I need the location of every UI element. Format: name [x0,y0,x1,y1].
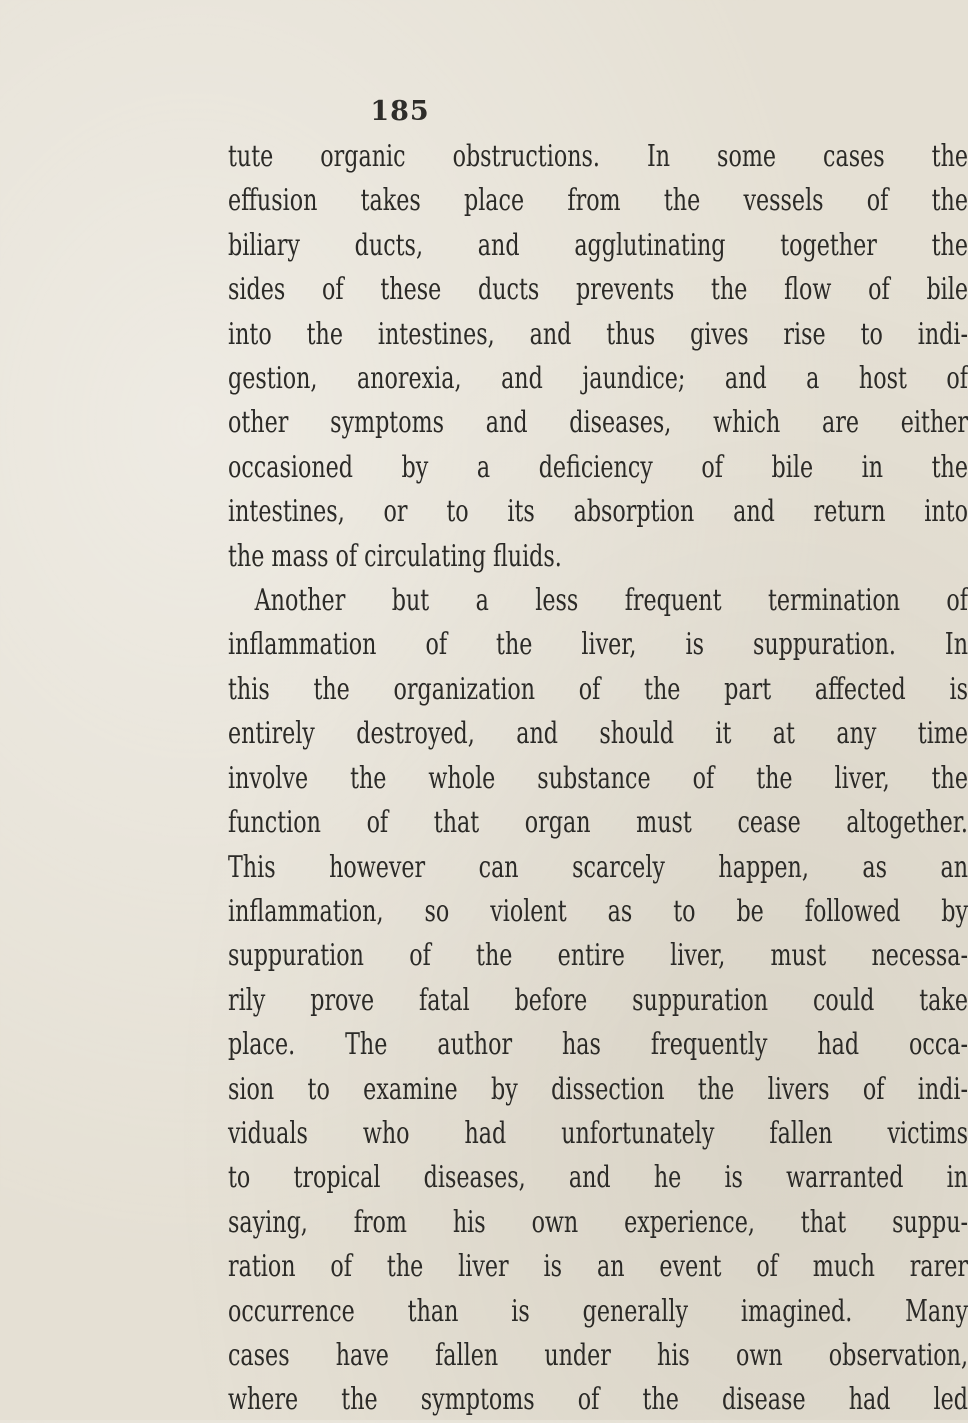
text-line: This however can scarcely happen, as an [228,849,968,885]
text-line: inflammation of the liver, is suppuration. In [228,627,968,663]
text-line: rily prove fatal before suppuration could take [228,982,968,1018]
text-line: viduals who had unfortunately fallen victims [228,1115,968,1151]
text-line: saying, from his own experience, that suppu- [228,1204,968,1240]
text-line: suppuration of the entire liver, must necessa- [228,938,968,974]
text-line: intestines, or to its absorption and return into [228,494,968,530]
text-line: occurrence than is generally imagined. Many [228,1293,968,1329]
text-line: this the organization of the part affected is [228,671,968,707]
text-line: function of that organ must cease altogether. [228,805,968,841]
text-line: sides of these ducts prevents the flow of bile [228,272,968,308]
text-line: where the symptoms of the disease had led [228,1382,968,1418]
text-line: the mass of circulating fluids. [228,538,562,574]
page-number: 185 [370,96,430,127]
text-line: into the intestines, and thus gives rise to indi- [228,316,968,352]
text-line: other symptoms and diseases, which are either [228,405,968,441]
text-line: cases have fallen under his own observation, [228,1337,968,1373]
text-line: gestion, anorexia, and jaundice; and a host of [228,361,968,397]
text-line: tute organic obstructions. In some cases the [228,139,968,174]
text-line: ration of the liver is an event of much rarer [228,1249,968,1285]
text-line: to tropical diseases, and he is warranted in [228,1160,968,1196]
text-line: entirely destroyed, and should it at any time [228,716,968,752]
text-line: place. The author has frequently had occa- [228,1027,968,1063]
text-line: biliary ducts, and agglutinating together the [228,227,968,263]
text-line: effusion takes place from the vessels of the [228,183,968,219]
text-line: Another but a less frequent termination of [254,583,968,619]
body-text [228,135,968,1423]
text-line: occasioned by a deficiency of bile in the [228,449,968,485]
text-line: inflammation, so violent as to be followed by [228,893,968,929]
text-line: sion to examine by dissection the livers of indi- [228,1071,968,1107]
text-line: involve the whole substance of the liver, the [228,760,968,796]
